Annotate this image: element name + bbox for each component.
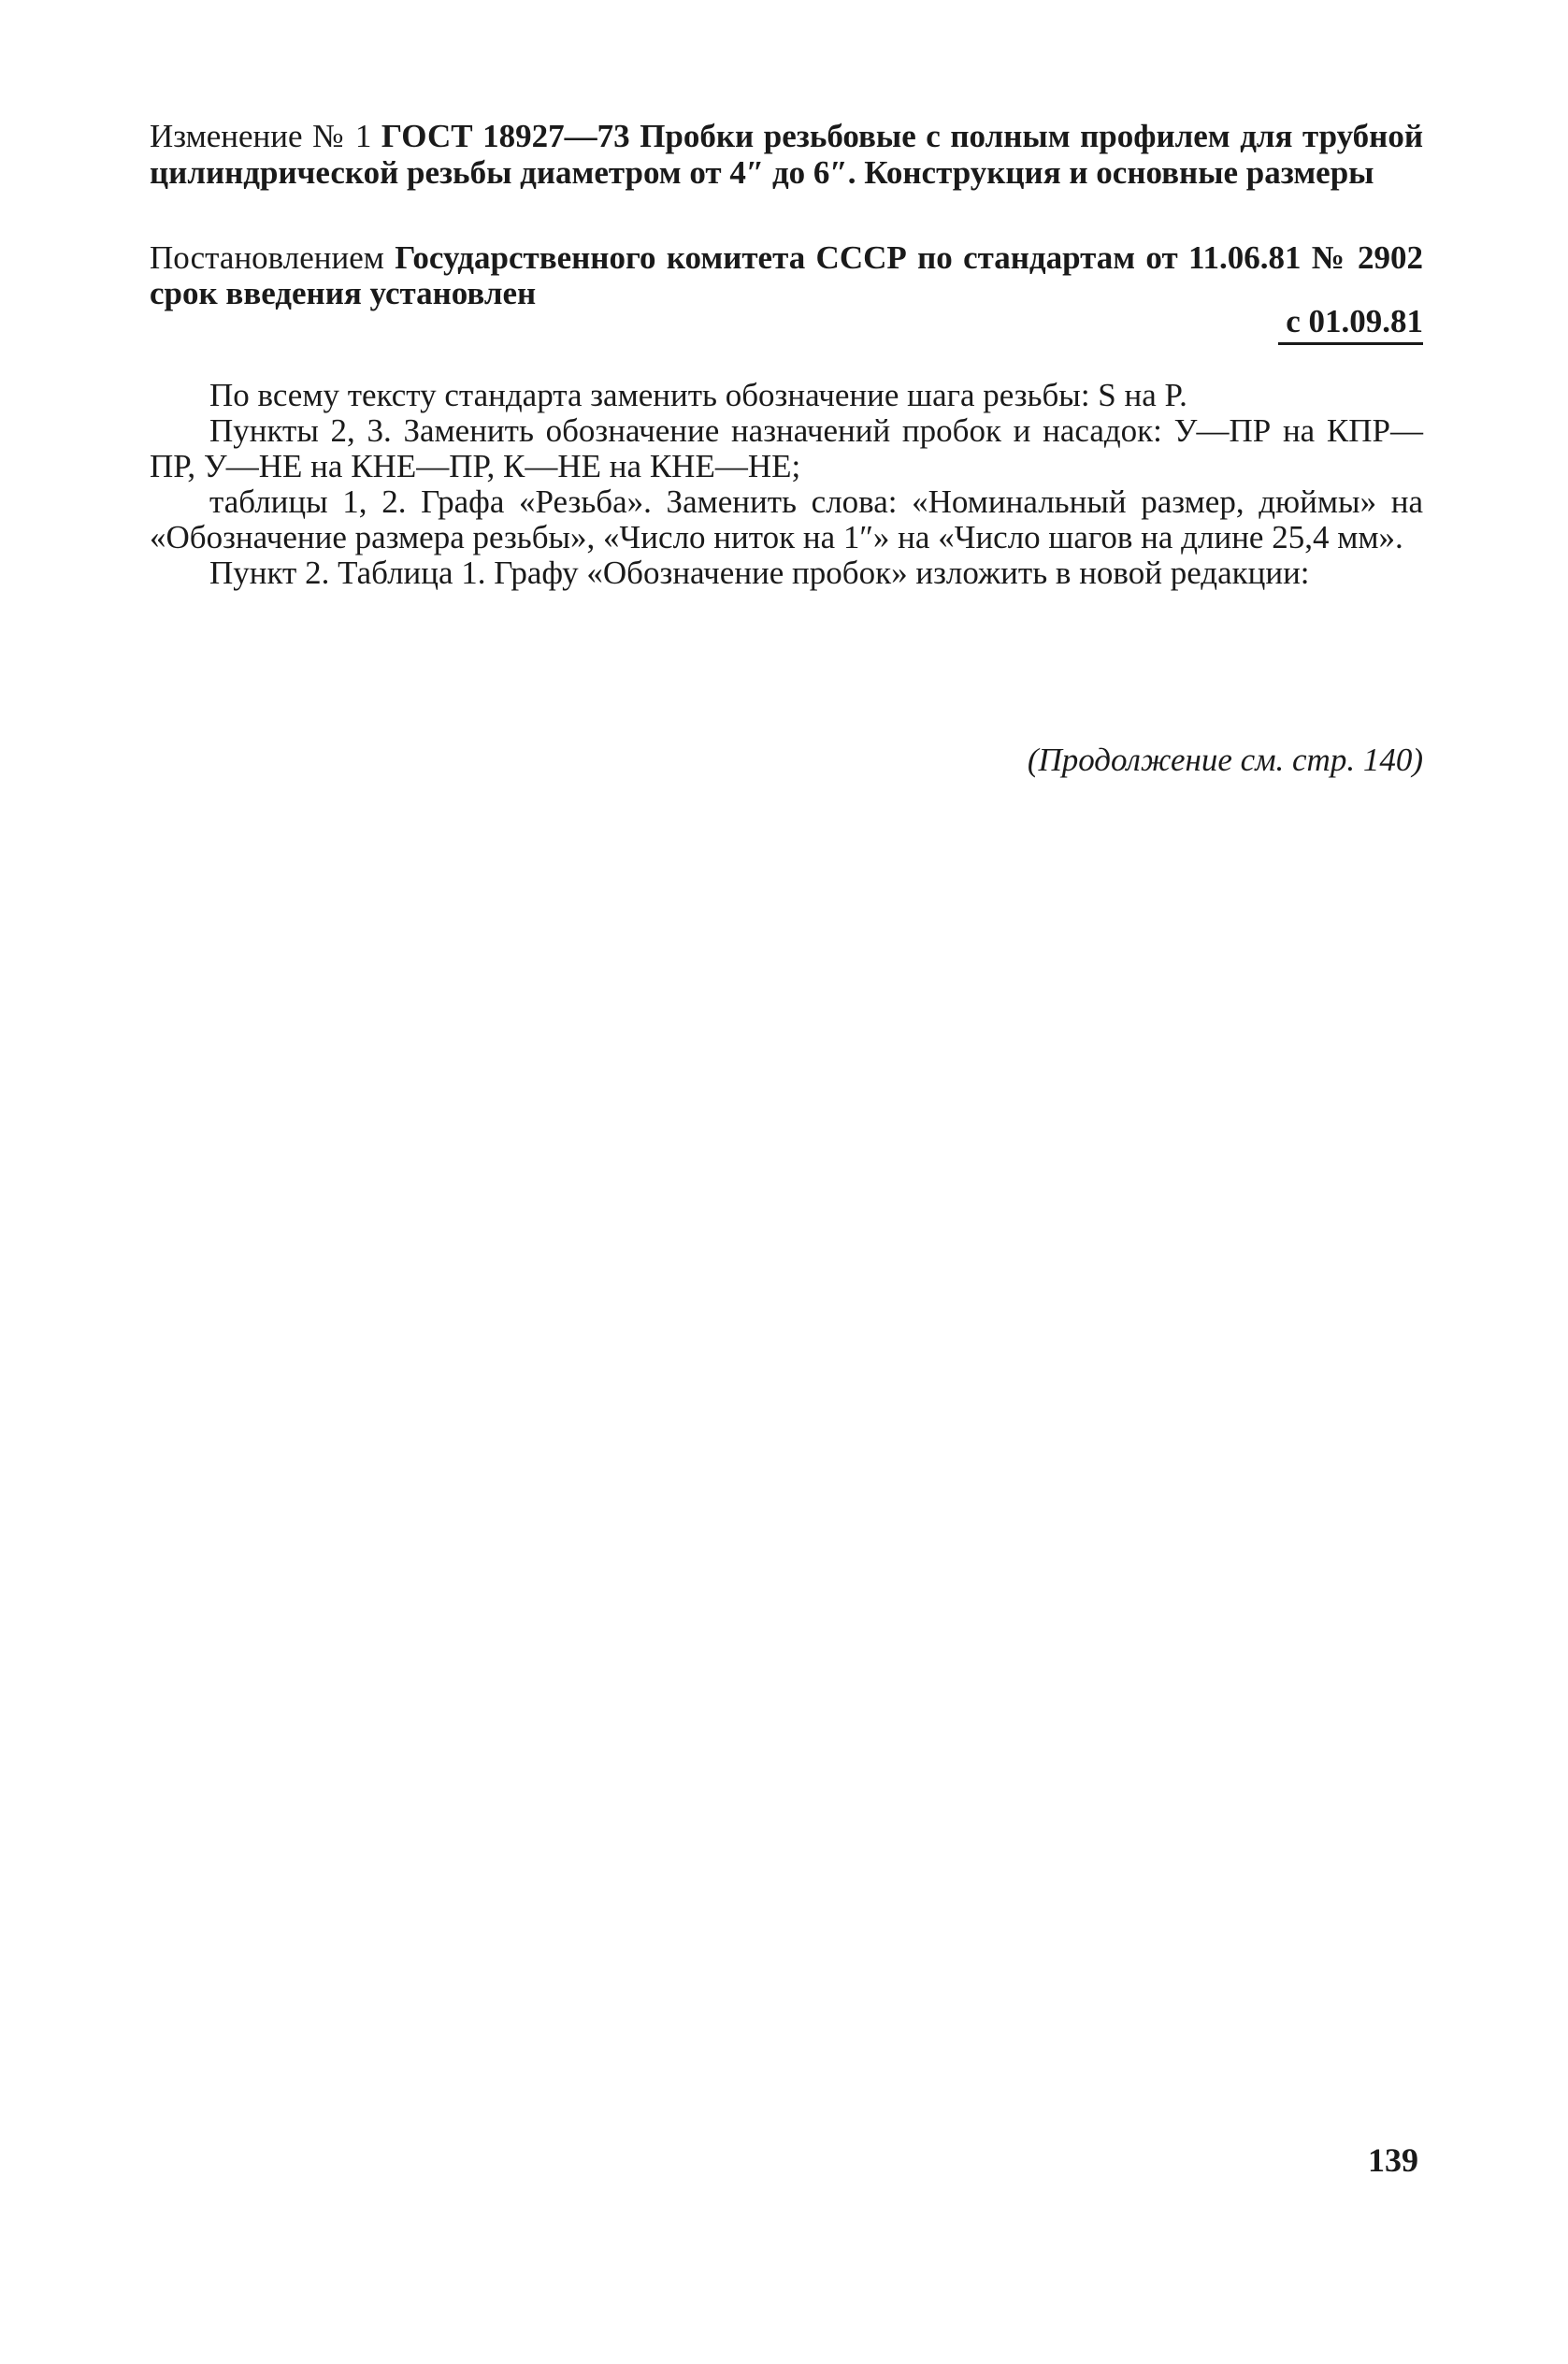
page-number: 139 xyxy=(1368,2141,1418,2179)
paragraph: Пункты 2, 3. Заменить обозначение назначений пробок и насадок: У—ПР на КПР—ПР, У—НЕ на КНЕ—ПР, К—НЕ на КНЕ—НЕ; xyxy=(150,412,1423,484)
amendment-body xyxy=(150,378,1423,591)
paragraph: По всему тексту стандарта заменить обозначение шага резьбы: S на P. xyxy=(209,377,1187,413)
decree-lead: Постановлением xyxy=(150,239,384,276)
decree-text: Государственного комитета СССР по стандартам от 11.06.81 № 2902 срок введения установлен xyxy=(150,239,1423,311)
paragraph: Пункт 2. Таблица 1. Графу «Обозначение пробок» изложить в новой редакции: xyxy=(209,555,1310,591)
continuation-note: (Продолжение см. стр. 140) xyxy=(1027,742,1423,778)
standard-title: Пробки резьбовые с полным профилем для трубной цилиндрической резьбы диаметром от 4″ до 6″. Конструкция и основные размеры xyxy=(150,118,1424,191)
paragraph: таблицы 1, 2. Графа «Резьба». Заменить слова: «Номинальный размер, дюймы» на «Обозначение размера резьбы», «Число ниток на 1″» на «Число шагов на длине 25,4 мм». xyxy=(150,483,1423,555)
change-label: Изменение № 1 xyxy=(150,118,372,154)
effective-date: с 01.09.81 xyxy=(1278,303,1423,345)
decree-statement xyxy=(150,240,1423,311)
amendment-header xyxy=(150,118,1423,191)
standard-number: ГОСТ 18927—73 xyxy=(381,118,630,154)
